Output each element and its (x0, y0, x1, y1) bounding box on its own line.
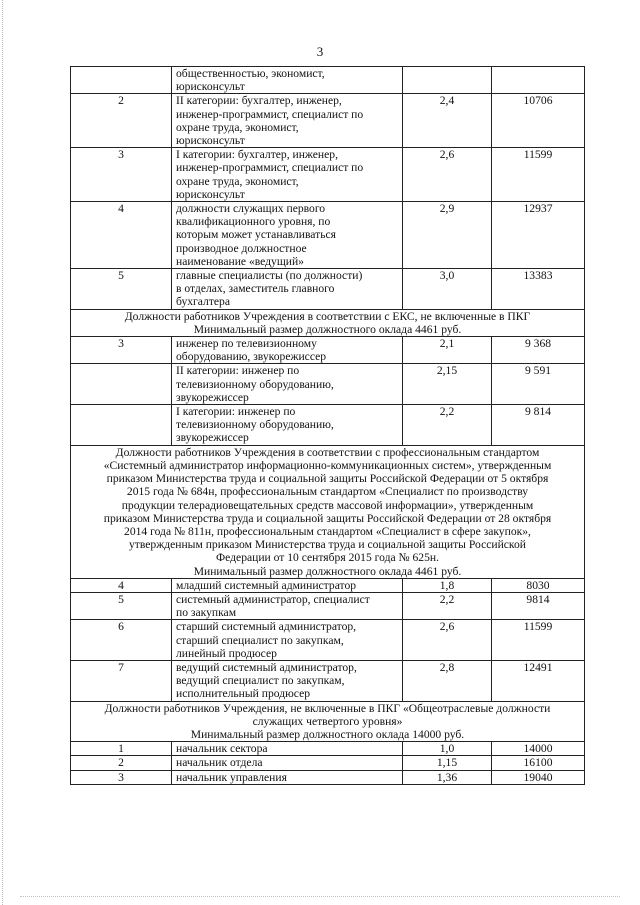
row-number: 3 (71, 770, 172, 784)
position-name (172, 756, 403, 770)
position-name-line: охране труда, экономист, (176, 120, 299, 134)
row-number (71, 364, 172, 405)
salary: 9 814 (492, 405, 585, 446)
position-name-line: юрисконсульт (176, 80, 245, 94)
position-name-line: II категории: бухгалтер, инженер, (176, 94, 342, 108)
position-name-line: инженер-программист, специалист по (176, 161, 364, 175)
row-number (71, 67, 172, 94)
position-name-line: квалификационного уровня, по (176, 215, 331, 229)
position-name (172, 592, 403, 619)
position-name (172, 364, 403, 405)
table-row (71, 405, 585, 446)
scan-edge (2, 0, 4, 905)
table-row (71, 770, 585, 784)
salary: 19040 (492, 770, 585, 784)
scan-artifact-line (20, 896, 620, 899)
salary-table-body (71, 67, 585, 785)
position-name-line: I категории: инженер по (176, 405, 296, 419)
table-row (71, 337, 585, 364)
coefficient: 1,15 (403, 756, 492, 770)
position-name-line: телевизионному оборудованию, (176, 377, 334, 391)
position-name (172, 269, 403, 310)
table-row (71, 620, 585, 661)
coefficient: 2,2 (403, 592, 492, 619)
position-name-line: звукорежиссер (176, 431, 249, 445)
salary: 14000 (492, 742, 585, 756)
position-name (172, 742, 403, 756)
salary: 11599 (492, 620, 585, 661)
position-name-line: инженер по телевизионному (176, 337, 317, 351)
position-name-line: ведущий системный администратор, (176, 660, 357, 674)
position-name-line: начальник управления (176, 770, 287, 784)
coefficient: 2,6 (403, 620, 492, 661)
coefficient: 1,36 (403, 770, 492, 784)
section-header-line: Минимальный размер должностного оклада 14000 руб. (190, 727, 465, 741)
table-row (71, 592, 585, 619)
salary: 12491 (492, 660, 585, 701)
salary-table (70, 66, 585, 785)
page-number: 3 (316, 44, 324, 59)
table-row (71, 94, 585, 148)
position-name (172, 148, 403, 202)
section-header-line: Должности работников Учреждения в соответствии с профессиональным стандартом (115, 445, 540, 459)
position-name-line: которым может устанавливаться (176, 228, 336, 242)
table-row (71, 202, 585, 269)
position-name-line: оборудованию, звукорежиссер (176, 350, 327, 364)
salary: 13383 (492, 269, 585, 310)
section-header-line: Должности работников Учреждения в соответствии с ЕКС, не включенные в ПКГ (124, 309, 531, 323)
table-row (71, 578, 585, 592)
position-name-line: исполнительный продюсер (176, 687, 311, 701)
salary (492, 67, 585, 94)
row-number: 4 (71, 578, 172, 592)
position-name-line: производное должностное (176, 241, 307, 255)
position-name (172, 770, 403, 784)
table-row (71, 269, 585, 310)
section-header-row (71, 309, 585, 336)
position-name-line: начальник сектора (176, 742, 268, 756)
section-header-line: Минимальный размер должностного оклада 4461 руб. (193, 564, 462, 578)
position-name-line: по закупкам (176, 606, 237, 620)
section-header-line: приказом Министерства труда и социальной защиты Российской Федерации от 28 октября (103, 511, 552, 525)
position-name (172, 578, 403, 592)
row-number: 3 (71, 337, 172, 364)
salary: 11599 (492, 148, 585, 202)
salary: 9 591 (492, 364, 585, 405)
table-row (71, 756, 585, 770)
position-name-line: старший системный администратор, (176, 620, 357, 634)
section-header-row (71, 701, 585, 742)
coefficient (403, 67, 492, 94)
table-row (71, 660, 585, 701)
section-header (71, 445, 585, 578)
section-header-line: 2015 года № 684н, профессиональным стандартом «Специалист по производству (126, 485, 529, 499)
salary: 10706 (492, 94, 585, 148)
row-number: 2 (71, 94, 172, 148)
position-name-line: начальник отдела (176, 756, 263, 770)
row-number: 5 (71, 269, 172, 310)
position-name (172, 337, 403, 364)
section-header-line: служащих четвертого уровня» (252, 714, 403, 728)
table-row (71, 364, 585, 405)
salary: 9814 (492, 592, 585, 619)
position-name-line: звукорежиссер (176, 390, 249, 404)
coefficient: 2,2 (403, 405, 492, 446)
table-row (71, 67, 585, 94)
position-name-line: юрисконсульт (176, 187, 245, 201)
section-header-line: Должности работников Учреждения, не включенные в ПКГ «Общеотраслевые должности (104, 701, 551, 715)
section-header-line: Минимальный размер должностного оклада 4461 руб. (193, 322, 462, 336)
section-header-line: продукции телерадиовещательных средств массовой информации», утвержденным (121, 498, 534, 512)
section-header (71, 309, 585, 336)
position-name-line: главные специалисты (по должности) (176, 269, 363, 283)
coefficient: 2,6 (403, 148, 492, 202)
position-name-line: общественностью, экономист, (176, 67, 325, 80)
salary: 9 368 (492, 337, 585, 364)
row-number: 4 (71, 202, 172, 269)
section-header-line: приказом Министерства труда и социальной защиты Российской Федерации от 5 октября (106, 472, 549, 486)
row-number (71, 405, 172, 446)
position-name-line: системный администратор, специалист (176, 592, 370, 606)
coefficient: 2,1 (403, 337, 492, 364)
position-name (172, 67, 403, 94)
position-name (172, 94, 403, 148)
section-header-line: утвержденным приказом Министерства труда и социальной защиты Российской (129, 538, 526, 552)
position-name-line: охране труда, экономист, (176, 174, 299, 188)
row-number: 5 (71, 592, 172, 619)
position-name-line: бухгалтера (176, 295, 230, 309)
section-header-row (71, 445, 585, 578)
salary: 16100 (492, 756, 585, 770)
position-name-line: должности служащих первого (176, 202, 326, 216)
coefficient: 2,8 (403, 660, 492, 701)
position-name (172, 405, 403, 446)
section-header-line: «Системный администратор информационно-коммуникационных систем», утвержденным (103, 458, 552, 472)
position-name (172, 620, 403, 661)
position-name-line: I категории: бухгалтер, инженер, (176, 148, 338, 162)
row-number: 1 (71, 742, 172, 756)
position-name-line: юрисконсульт (176, 134, 245, 148)
salary: 8030 (492, 578, 585, 592)
coefficient: 1,8 (403, 578, 492, 592)
position-name-line: старший специалист по закупкам, (176, 633, 344, 647)
row-number: 3 (71, 148, 172, 202)
coefficient: 3,0 (403, 269, 492, 310)
coefficient: 1,0 (403, 742, 492, 756)
section-header-line: 2014 года № 811н, профессиональным стандартом «Специалист в сфере закупок», (124, 524, 531, 538)
position-name-line: инженер-программист, специалист по (176, 107, 364, 121)
position-name-line: младший системный администратор (176, 578, 357, 592)
position-name-line: наименование «ведущий» (176, 254, 304, 268)
table-row (71, 742, 585, 756)
coefficient: 2,4 (403, 94, 492, 148)
position-name-line: II категории: инженер по (176, 364, 300, 378)
coefficient: 2,9 (403, 202, 492, 269)
position-name (172, 660, 403, 701)
position-name-line: линейный продюсер (176, 646, 277, 660)
row-number: 6 (71, 620, 172, 661)
salary: 12937 (492, 202, 585, 269)
section-header-line: Федерации от 10 сентября 2015 года № 625н. (216, 551, 439, 565)
position-name-line: телевизионному оборудованию, (176, 418, 334, 432)
row-number: 2 (71, 756, 172, 770)
position-name-line: в отделах, заместитель главного (176, 282, 335, 296)
table-row (71, 148, 585, 202)
position-name-line: ведущий специалист по закупкам, (176, 674, 345, 688)
position-name (172, 202, 403, 269)
coefficient: 2,15 (403, 364, 492, 405)
section-header (71, 701, 585, 742)
row-number: 7 (71, 660, 172, 701)
